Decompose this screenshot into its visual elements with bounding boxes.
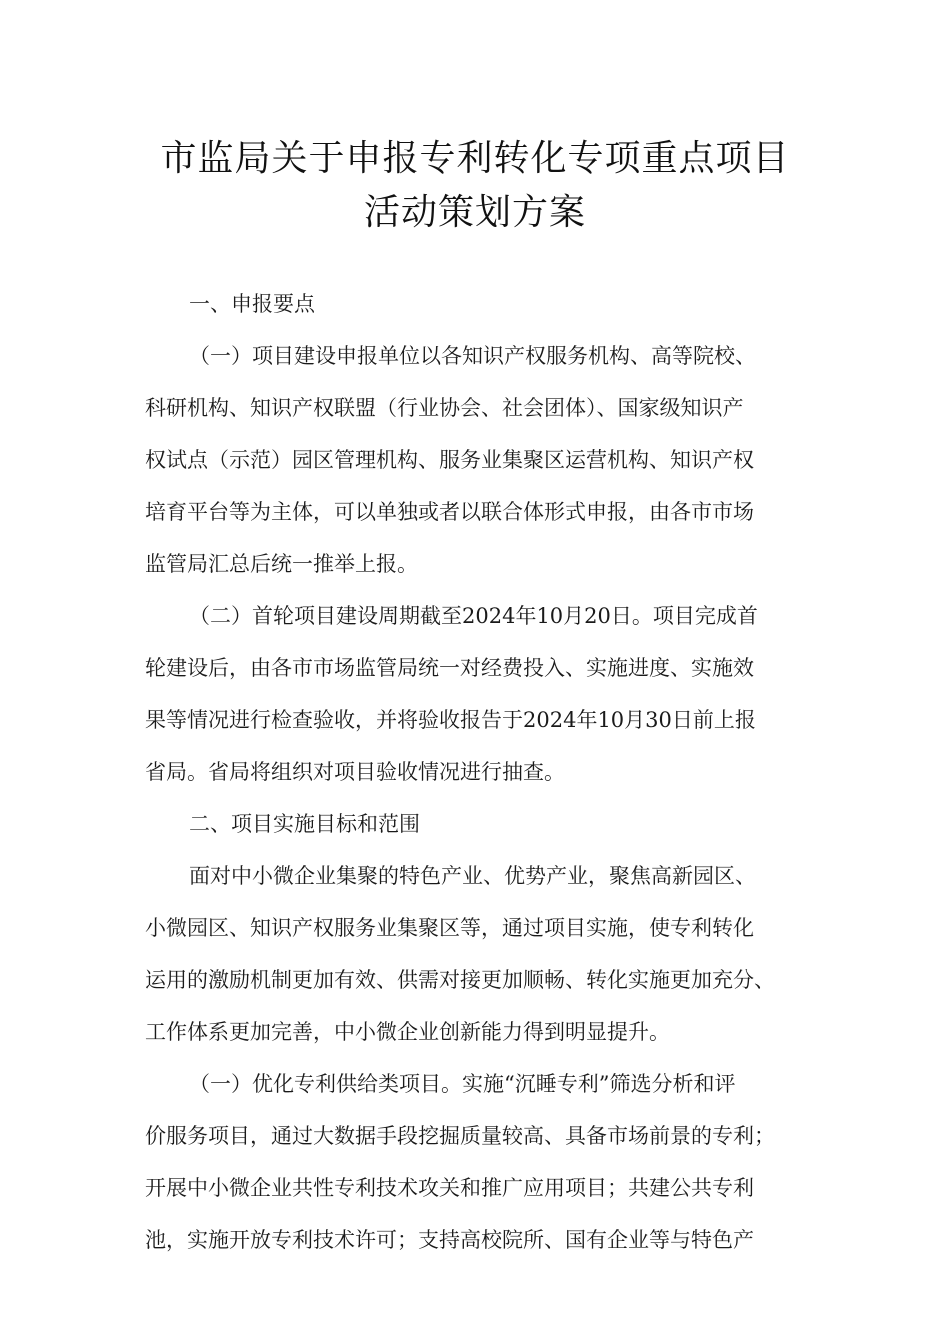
paragraph-line: 监管局汇总后统一推举上报。 — [145, 552, 418, 576]
paragraph-line: （一）优化专利供给类项目。实施“沉睡专利”筛选分析和评 — [189, 1072, 736, 1096]
paragraph-line: 果等情况进行检查验收，并将验收报告于2024年10月30日前上报 — [145, 708, 756, 732]
paragraph-line: 价服务项目，通过大数据手段挖掘质量较高、具备市场前景的专利； — [145, 1124, 775, 1148]
paragraph-line: 运用的激励机制更加有效、供需对接更加顺畅、转化实施更加充分、 — [145, 968, 775, 992]
document-title-line-2: 活动策划方案 — [363, 192, 586, 233]
paragraph-line: 培育平台等为主体，可以单独或者以联合体形式申报，由各市市场 — [145, 500, 754, 524]
paragraph-line: （二）首轮项目建设周期截至2024年10月20日。项目完成首 — [189, 604, 758, 628]
paragraph-line: 权试点（示范）园区管理机构、服务业集聚区运营机构、知识产权 — [145, 448, 754, 472]
paragraph-line: 省局。省局将组织对项目验收情况进行抽查。 — [145, 760, 565, 784]
paragraph-line: 面对中小微企业集聚的特色产业、优势产业，聚焦高新园区、 — [189, 864, 756, 888]
section-heading-2: 二、项目实施目标和范围 — [189, 812, 420, 836]
document-title-line-1: 市监局关于申报专利转化专项重点项目 — [160, 138, 790, 179]
document-body — [145, 278, 825, 1266]
paragraph-line: （一）项目建设申报单位以各知识产权服务机构、高等院校、 — [189, 344, 756, 368]
paragraph-line: 小微园区、知识产权服务业集聚区等，通过项目实施，使专利转化 — [145, 916, 754, 940]
paragraph-line: 开展中小微企业共性专利技术攻关和推广应用项目；共建公共专利 — [145, 1176, 754, 1200]
paragraph-line: 工作体系更加完善，中小微企业创新能力得到明显提升。 — [145, 1020, 670, 1044]
paragraph-line: 轮建设后，由各市市场监管局统一对经费投入、实施进度、实施效 — [145, 656, 754, 680]
paragraph-line: 科研机构、知识产权联盟（行业协会、社会团体）、国家级知识产 — [145, 396, 744, 420]
paragraph-line: 池，实施开放专利技术许可；支持高校院所、国有企业等与特色产 — [145, 1228, 754, 1252]
section-heading-1: 一、申报要点 — [189, 292, 315, 316]
